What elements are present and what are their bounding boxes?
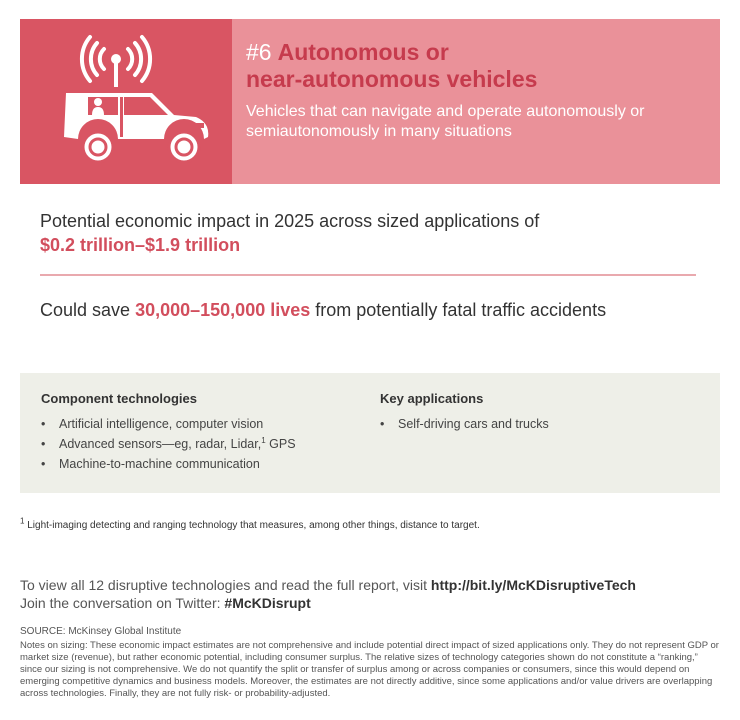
applications-title: Key applications bbox=[380, 391, 484, 406]
list-item: • Advanced sensors—eg, radar, Lidar,$^1$ GPS bbox=[41, 434, 296, 454]
icon-panel bbox=[20, 19, 232, 184]
applications-list bbox=[380, 414, 549, 434]
page-subtitle: Vehicles that can navigate and operate autonomously or semiautonomously in many situations bbox=[246, 103, 645, 140]
component-title: Component technologies bbox=[41, 391, 197, 406]
lives-prefix: Could save bbox=[40, 300, 131, 320]
lives-statement bbox=[40, 300, 606, 321]
footnote-marker: 1 bbox=[261, 435, 266, 445]
footnote bbox=[20, 516, 480, 531]
list-item: • Self-driving cars and trucks bbox=[380, 414, 549, 434]
technology-panel bbox=[20, 373, 720, 493]
call-to-action bbox=[20, 576, 636, 612]
lives-suffix: from potentially fatal traffic accidents bbox=[315, 300, 607, 320]
list-item: • Artificial intelligence, computer vision bbox=[41, 414, 296, 434]
autonomous-car-icon bbox=[20, 19, 232, 184]
header-text bbox=[246, 39, 706, 142]
divider bbox=[40, 274, 696, 276]
twitter-hashtag[interactable]: #McKDisrupt bbox=[224, 595, 311, 611]
economic-impact bbox=[40, 210, 700, 258]
list-item: • Machine-to-machine communication bbox=[41, 454, 296, 474]
title-line-2: near-autonomous vehicles bbox=[246, 66, 538, 92]
title-line-1: Autonomous or bbox=[277, 39, 449, 65]
component-list bbox=[41, 414, 296, 474]
sizing-notes: Notes on sizing: These economic impact estimates are not comprehensive and include potential direct impact of sized applications only. They do not represent GDP or market size (revenue), but rather economic potential, including consumer surplus. The relative sizes of technology categories shown do not constitute a “ranking,” since our sizing is not comprehensive. We do not quantify the split or transfer of surplus among or across companies or consumers, since this would depend on emerging competitive dynamics and business models. Moreover, the estimates are not directly additive, since some applications and/or value drivers are overlapping across technologies. Finally, they are not fully risk- or probability-adjusted. bbox=[20, 640, 719, 699]
report-link[interactable]: http://bit.ly/McKDisruptiveTech bbox=[430, 577, 636, 593]
technology-number: #6 bbox=[246, 39, 272, 65]
source-note: SOURCE: McKinsey Global Institute bbox=[20, 626, 182, 637]
cta-line-1: To view all 12 disruptive technologies and read the full report, visit http://bit.ly/McKDisruptiveTech bbox=[20, 577, 636, 593]
impact-lead: Potential economic impact in 2025 across sized applications of bbox=[40, 211, 540, 231]
footnote-text: Light-imaging detecting and ranging technology that measures, among other things, distance to target. bbox=[27, 520, 480, 531]
key-applications bbox=[380, 391, 549, 434]
page-title bbox=[246, 39, 706, 93]
cta-line-2: Join the conversation on Twitter: #McKDisrupt bbox=[20, 595, 311, 611]
header-banner bbox=[20, 19, 720, 184]
footnote-number: 1 bbox=[20, 516, 25, 526]
component-technologies bbox=[41, 391, 296, 474]
lives-highlight: 30,000–150,000 lives bbox=[135, 300, 311, 320]
impact-value: $0.2 trillion–$1.9 trillion bbox=[40, 235, 241, 255]
